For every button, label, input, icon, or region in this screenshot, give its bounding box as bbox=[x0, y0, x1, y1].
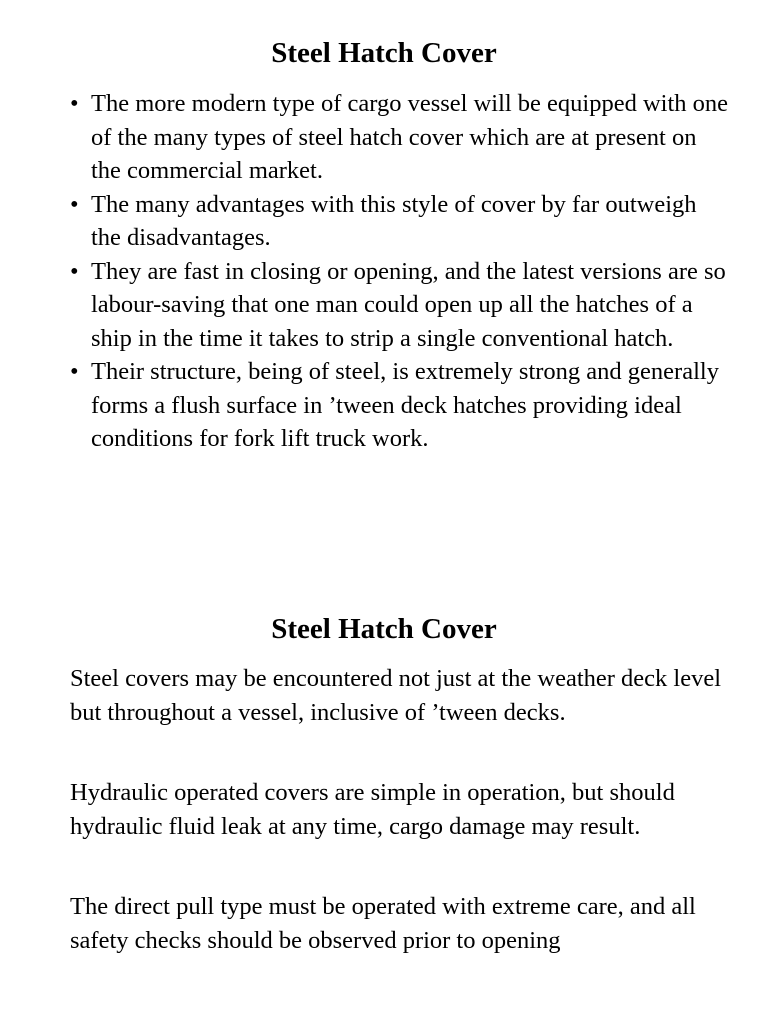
paragraph: The direct pull type must be operated with extreme care, and all safety checks should be observed prior to opening bbox=[70, 893, 696, 954]
slide-2-body bbox=[70, 662, 740, 1004]
bullet-dot-icon: • bbox=[70, 190, 79, 218]
slide-2-title: Steel Hatch Cover bbox=[271, 613, 497, 645]
bullet-dot-icon: • bbox=[70, 358, 79, 385]
paragraph: Hydraulic operated covers are simple in operation, but should hydraulic fluid leak at any time, cargo damage may result. bbox=[70, 779, 675, 840]
bullet-text: Their structure, being of steel, is extremely strong and generally forms a flush surface in ’tween deck hatches providing ideal conditions for fork lift truck work. bbox=[91, 358, 719, 452]
bullet-text: The more modern type of cargo vessel will be equipped with one of the many types of steel hatch cover which are at present on the commercial market. bbox=[91, 90, 729, 184]
slide-1-title: Steel Hatch Cover bbox=[271, 37, 497, 69]
bullet-item bbox=[70, 355, 730, 456]
bullet-dot-icon: • bbox=[70, 257, 79, 285]
bullet-text: The many advantages with this style of cover by far outweigh the disadvantages. bbox=[91, 190, 697, 251]
slide-2 bbox=[0, 576, 768, 1024]
bullet-item bbox=[70, 188, 730, 255]
bullet-item bbox=[70, 255, 730, 356]
slide-1-bullet-list bbox=[70, 87, 730, 456]
bullet-text: They are fast in closing or opening, and the latest versions are so labour-saving that one man could open up all the hatches of a ship in the time it takes to strip a single conventional hatch. bbox=[91, 257, 726, 352]
bullet-dot-icon: • bbox=[70, 90, 79, 117]
paragraph: Steel covers may be encountered not just at the weather deck level but throughout a vessel, inclusive of ’tween decks. bbox=[70, 665, 722, 726]
bullet-item bbox=[70, 87, 730, 188]
